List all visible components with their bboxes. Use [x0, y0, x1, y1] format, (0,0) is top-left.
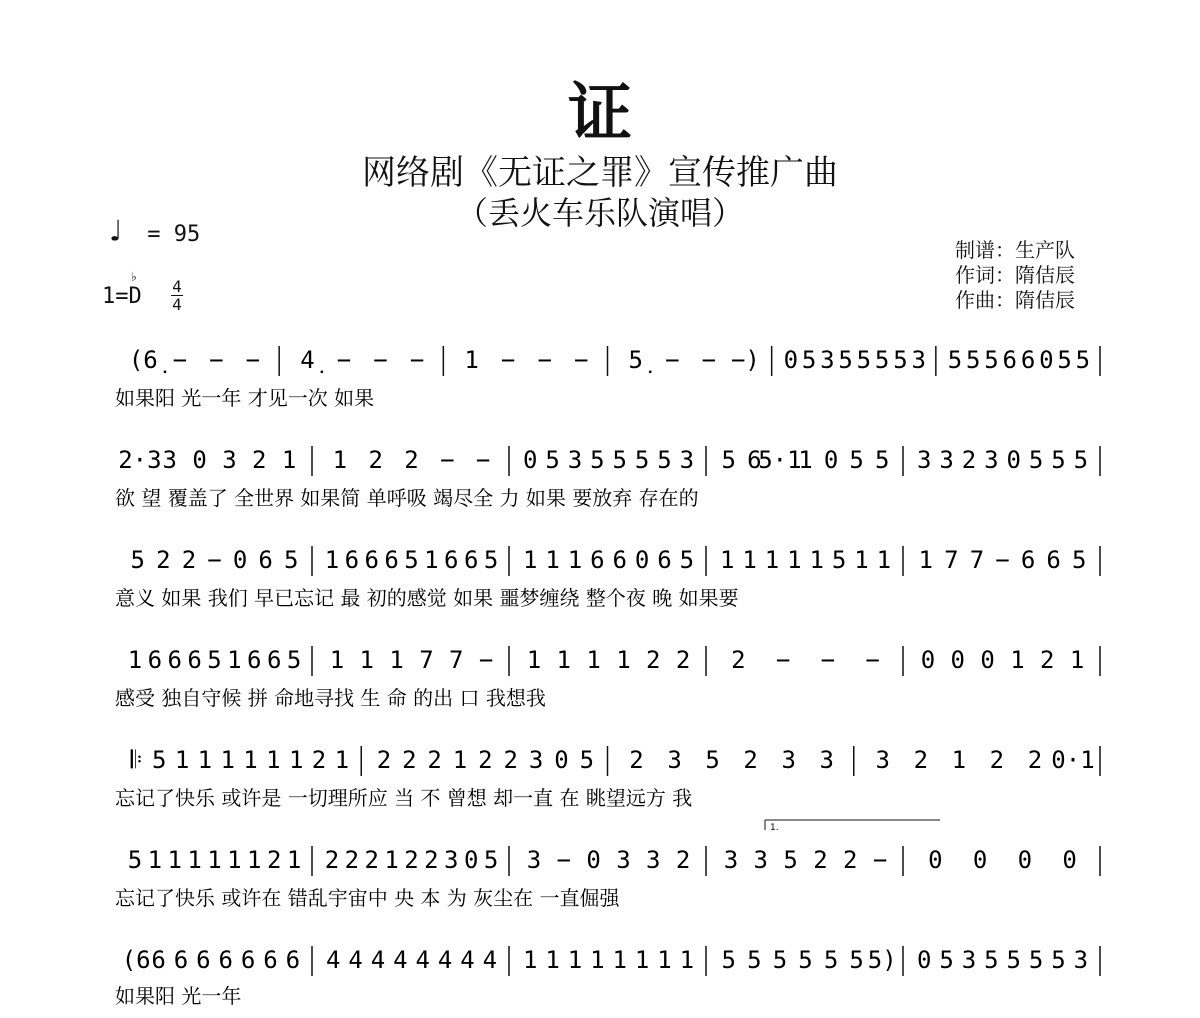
note-glyph: 2	[743, 746, 758, 774]
note-glyph: 2	[913, 746, 929, 774]
note-glyph: 0·1	[1051, 746, 1095, 774]
note-glyph: 5	[1057, 346, 1072, 374]
note-glyph: 2	[252, 446, 267, 474]
note-glyph: 1	[586, 646, 601, 674]
note-glyph: 0	[1017, 846, 1033, 874]
note-glyph: 1	[787, 546, 802, 574]
note-glyph: 1	[590, 946, 605, 974]
note-glyph: 3	[820, 346, 835, 374]
note-glyph: 5	[152, 746, 167, 774]
note-glyph: 5	[657, 446, 672, 474]
note-glyph: −	[478, 646, 494, 674]
note-glyph: 5	[612, 446, 627, 474]
note-glyph: −	[475, 446, 491, 474]
note-glyph: 6	[151, 946, 166, 974]
note-glyph: 2	[478, 746, 493, 774]
note-glyph: 3	[781, 746, 796, 774]
note-glyph: 5	[772, 946, 788, 974]
note-glyph: 2	[813, 846, 828, 874]
note-glyph: 0	[522, 446, 538, 474]
note-glyph: 5	[1073, 446, 1089, 474]
note-glyph: 3	[162, 446, 177, 474]
note-glyph: 1	[742, 546, 757, 574]
lyric-line: 意义 如果 我们 早已忘记 最 初的感觉 如果 噩梦缠绕 整个夜 晚 如果要	[115, 586, 739, 610]
note-glyph: 5	[705, 746, 720, 774]
note-glyph: (6	[121, 946, 151, 974]
note-glyph: 1	[679, 946, 695, 974]
note-glyph: 5̣	[628, 346, 643, 374]
note-glyph: 5	[127, 846, 143, 874]
note-glyph: 1	[127, 646, 143, 674]
note-glyph: 6	[167, 646, 182, 674]
note-glyph: 2	[731, 646, 746, 674]
note-glyph: 1	[522, 946, 538, 974]
note-glyph: 6	[444, 546, 459, 574]
note-glyph: 3	[667, 746, 682, 774]
note-glyph: 5	[874, 346, 890, 374]
note-glyph: −	[574, 346, 589, 374]
note-glyph: 2	[961, 446, 977, 474]
note-glyph: 5	[1028, 446, 1044, 474]
note-glyph: 5	[798, 946, 813, 974]
lyric-line: 如果阳 光一年 才见一次 如果	[115, 386, 375, 410]
lyric-line: 欲 望 覆盖了 全世界 如果简 单呼吸 竭尽全 力 如果 要放弃 存在的	[115, 486, 699, 510]
note-glyph: 5	[831, 546, 847, 574]
note-glyph: 1	[147, 846, 163, 874]
note-glyph: 4	[348, 946, 363, 974]
note-glyph: 5	[545, 446, 560, 474]
note-glyph: 5	[634, 446, 650, 474]
note-glyph: 3	[616, 846, 631, 874]
note-glyph: 0	[783, 346, 799, 374]
note-glyph: −	[172, 346, 188, 374]
note-glyph: 2	[324, 846, 340, 874]
note-glyph: −	[820, 646, 836, 674]
note-glyph: 1	[424, 546, 439, 574]
note-glyph: 6	[263, 946, 278, 974]
note-glyph: 3	[753, 846, 768, 874]
song-title: 证	[568, 77, 632, 151]
note-glyph: 5	[947, 346, 963, 374]
note-glyph: 5	[849, 946, 864, 974]
note-glyph: 6	[196, 946, 211, 974]
note-glyph: 2	[404, 846, 419, 874]
note-glyph: 2	[503, 746, 518, 774]
note-glyph: 1	[227, 846, 242, 874]
note-glyph: 3	[222, 446, 237, 474]
note-glyph: 6	[187, 646, 202, 674]
note-glyph: 5	[721, 446, 737, 474]
note-glyph: 5)	[867, 946, 897, 974]
note-glyph: −	[207, 546, 222, 574]
note-glyph: 3	[984, 446, 999, 474]
note-glyph: −	[537, 346, 552, 374]
note-glyph: 0	[554, 746, 569, 774]
note-glyph: 0	[950, 646, 965, 674]
note-glyph: 5	[984, 346, 999, 374]
note-glyph: −	[373, 346, 388, 374]
note-glyph: 1	[174, 746, 190, 774]
note-glyph: 5	[1075, 346, 1091, 374]
note-glyph: 2·3	[118, 446, 162, 474]
note-glyph: 2	[424, 846, 439, 874]
note-glyph: 3	[567, 446, 583, 474]
note-glyph: 4	[415, 946, 430, 974]
note-glyph: 5	[1051, 946, 1066, 974]
note-glyph: 6	[384, 546, 399, 574]
note-glyph: 5	[893, 346, 908, 374]
note-glyph: −	[245, 346, 261, 374]
note-glyph: 0	[1039, 346, 1054, 374]
note-glyph: 5	[207, 646, 222, 674]
note-glyph: 4	[393, 946, 408, 974]
note-glyph: 1	[266, 746, 281, 774]
note-glyph: 5	[590, 446, 605, 474]
key-note: D	[128, 284, 142, 309]
note-glyph: 1	[918, 546, 934, 574]
note-glyph: 0	[928, 846, 943, 874]
note-glyph: 1	[286, 846, 302, 874]
note-glyph: 0	[192, 446, 207, 474]
note-glyph: 1	[616, 646, 631, 674]
note-glyph: 5	[286, 646, 302, 674]
note-glyph: 5	[721, 946, 737, 974]
note-glyph: 1	[526, 646, 542, 674]
note-glyph: 5	[130, 546, 146, 574]
note-glyph: 5	[874, 446, 890, 474]
note-glyph: 0	[463, 846, 479, 874]
note-glyph: 4	[460, 946, 475, 974]
note-glyph: 5	[856, 346, 872, 374]
note-glyph: −	[209, 346, 224, 374]
note-glyph: 7	[449, 646, 464, 674]
note-glyph: 0	[1006, 446, 1021, 474]
time-signature-bottom: 4	[172, 295, 182, 314]
note-glyph: −	[556, 846, 571, 874]
note-glyph: 𝄆	[130, 746, 143, 774]
note-glyph: 3	[819, 746, 834, 774]
note-glyph: 1	[545, 946, 560, 974]
note-glyph: −	[336, 346, 352, 374]
note-glyph: 7	[969, 546, 985, 574]
note-glyph: 6	[285, 946, 301, 974]
lyric-line: 如果阳 光一年	[115, 984, 242, 1008]
note-glyph: 5	[849, 446, 864, 474]
note-glyph: 5	[483, 846, 499, 874]
note-glyph: (6̣	[128, 346, 158, 374]
note-glyph: 1	[288, 746, 304, 774]
note-glyph: −	[995, 546, 1010, 574]
note-glyph: 5	[404, 546, 419, 574]
note-glyph: 2	[675, 646, 691, 674]
note-glyph: 0	[916, 946, 932, 974]
note-glyph: 6	[258, 546, 273, 574]
note-glyph: 0	[634, 546, 650, 574]
note-glyph: −)	[730, 346, 760, 374]
note-glyph: 1	[384, 846, 399, 874]
note-glyph: 2	[156, 546, 171, 574]
flat-icon: ♭	[130, 270, 138, 285]
note-glyph: 1	[334, 746, 350, 774]
note-glyph: 1	[332, 446, 348, 474]
note-glyph: 3	[961, 946, 977, 974]
note-glyph: 0	[232, 546, 248, 574]
note-glyph: 2	[427, 746, 442, 774]
note-glyph: 0	[972, 846, 988, 874]
note-glyph: 1	[556, 646, 571, 674]
note-glyph: 6	[344, 546, 360, 574]
note-glyph: 2	[989, 746, 1005, 774]
note-glyph: −	[409, 346, 425, 374]
lyric-line: 忘记了快乐 或许在 错乱宇宙中 央 本 为 灰尘在 一直倔强	[115, 886, 620, 910]
note-glyph: −	[440, 446, 455, 474]
note-glyph: 5	[679, 546, 695, 574]
note-glyph: 1	[324, 546, 340, 574]
note-glyph: 1	[764, 546, 780, 574]
note-glyph: 1	[243, 746, 258, 774]
note-glyph: 1	[281, 446, 297, 474]
note-glyph: 5	[483, 546, 499, 574]
note-glyph: 1	[876, 546, 892, 574]
note-glyph: 6	[1020, 546, 1036, 574]
note-glyph: 7	[944, 546, 959, 574]
note-glyph: −	[775, 646, 791, 674]
note-glyph: 2	[646, 646, 661, 674]
note-glyph: 6	[240, 946, 256, 974]
time-signature-top: 4	[172, 277, 182, 296]
note-glyph: 5	[801, 346, 817, 374]
note-glyph: 2	[629, 746, 644, 774]
note-glyph: 2	[675, 846, 691, 874]
key-prefix: 1=	[102, 284, 129, 309]
note-glyph: 1	[634, 946, 650, 974]
note-glyph: 3	[723, 846, 739, 874]
note-glyph: 1	[464, 346, 479, 374]
note-glyph: 2	[311, 746, 327, 774]
note-glyph: 6	[1002, 346, 1018, 374]
note-glyph: 2	[376, 746, 392, 774]
note-glyph: 3	[526, 846, 542, 874]
note-glyph: 2	[1040, 646, 1055, 674]
note-glyph: 1	[389, 646, 404, 674]
note-glyph: 5	[1051, 446, 1066, 474]
note-glyph: 1	[207, 846, 222, 874]
note-glyph: 1	[187, 846, 202, 874]
note-glyph: 2	[1027, 746, 1043, 774]
quarter-note-icon: ♩	[106, 214, 125, 249]
volta-label: 1.	[770, 823, 779, 833]
note-glyph: 2	[402, 746, 417, 774]
note-glyph: 1	[197, 746, 213, 774]
note-glyph: 0	[823, 446, 839, 474]
note-glyph: 1	[809, 546, 824, 574]
note-glyph: −	[701, 346, 717, 374]
tempo-value: = 95	[147, 222, 201, 247]
note-glyph: 4̣	[300, 346, 315, 374]
note-glyph: 6	[463, 546, 479, 574]
note-glyph: 6	[657, 546, 672, 574]
note-glyph: 3	[528, 746, 544, 774]
note-glyph: 1	[719, 546, 735, 574]
note-glyph: 1	[567, 946, 583, 974]
note-glyph: 2	[266, 846, 282, 874]
lyric-line: 感受 独自守候 拼 命地寻找 生 命 的出 口 我想我	[115, 686, 546, 710]
note-glyph: 1	[1010, 646, 1025, 674]
note-glyph: 6	[147, 646, 163, 674]
note-glyph: 5·1	[758, 446, 802, 474]
credit-transcriber: 制谱：生产队	[955, 238, 1075, 262]
note-glyph: 1	[854, 546, 869, 574]
note-glyph: 5	[939, 946, 954, 974]
note-glyph: 3	[444, 846, 459, 874]
note-glyph: 4	[370, 946, 386, 974]
note-glyph: 1	[545, 546, 560, 574]
note-glyph: 3	[911, 346, 926, 374]
note-glyph: 6	[747, 446, 762, 474]
note-glyph: 1	[329, 646, 345, 674]
note-glyph: 2	[368, 446, 383, 474]
note-glyph: 1	[359, 646, 374, 674]
note-glyph: 6	[218, 946, 233, 974]
note-glyph: 5	[283, 546, 299, 574]
note-glyph: 1	[567, 546, 583, 574]
note-glyph: 1	[1069, 646, 1085, 674]
note-glyph: 4	[437, 946, 453, 974]
note-glyph: 1	[798, 446, 813, 474]
note-glyph: 3	[916, 446, 932, 474]
performer-line: （丢火车乐队演唱）	[455, 194, 744, 232]
note-glyph: 6	[364, 546, 379, 574]
note-glyph: 0	[586, 846, 601, 874]
note-glyph: 1	[951, 746, 967, 774]
note-glyph: 5	[1006, 946, 1021, 974]
note-glyph: 6	[1020, 346, 1036, 374]
note-glyph: 5	[579, 746, 595, 774]
song-subtitle: 网络剧《无证之罪》宣传推广曲	[362, 153, 838, 193]
note-glyph: 1	[522, 546, 538, 574]
credit-composer: 作曲：隋佶辰	[955, 288, 1075, 312]
note-glyph: 6	[173, 946, 189, 974]
note-glyph: 1	[657, 946, 672, 974]
note-glyph: 5	[783, 846, 798, 874]
note-glyph: 0	[920, 646, 936, 674]
note-glyph: 5	[747, 946, 762, 974]
note-glyph: 2	[404, 446, 419, 474]
note-glyph: 1	[227, 646, 242, 674]
note-glyph: 5	[1028, 946, 1044, 974]
note-glyph: 6	[247, 646, 262, 674]
note-glyph: 7	[419, 646, 434, 674]
note-glyph: 0	[980, 646, 995, 674]
note-glyph: 3	[646, 846, 661, 874]
note-glyph: 0	[1062, 846, 1077, 874]
note-glyph: 1	[612, 946, 627, 974]
note-glyph: 4	[482, 946, 498, 974]
note-glyph: 2	[181, 546, 197, 574]
note-glyph: 5	[838, 346, 853, 374]
lyric-line: 忘记了快乐 或许是 一切理所应 当 不 曾想 却一直 在 眺望远方 我	[115, 786, 693, 810]
note-glyph: 6	[612, 546, 627, 574]
note-glyph: 1	[167, 846, 182, 874]
note-glyph: 1	[452, 746, 468, 774]
note-glyph: 5	[823, 946, 839, 974]
note-glyph: 3	[875, 746, 890, 774]
credit-lyricist: 作词：隋佶辰	[955, 263, 1075, 287]
note-glyph: 6	[266, 646, 282, 674]
note-glyph: 5	[1071, 546, 1087, 574]
note-glyph: 5	[966, 346, 981, 374]
note-glyph: −	[665, 346, 680, 374]
note-glyph: −	[500, 346, 516, 374]
note-glyph: 3	[939, 446, 954, 474]
note-glyph: −	[865, 646, 880, 674]
note-glyph: 3	[1073, 946, 1089, 974]
note-glyph: 4	[325, 946, 341, 974]
note-glyph: 6	[590, 546, 605, 574]
note-glyph: 2	[344, 846, 360, 874]
note-glyph: 5	[984, 946, 999, 974]
note-glyph: 1	[247, 846, 262, 874]
note-glyph: 6	[1046, 546, 1061, 574]
note-glyph: 2	[364, 846, 379, 874]
note-glyph: 2	[843, 846, 858, 874]
note-glyph: −	[872, 846, 888, 874]
note-glyph: 1	[220, 746, 235, 774]
note-glyph: 3	[679, 446, 695, 474]
